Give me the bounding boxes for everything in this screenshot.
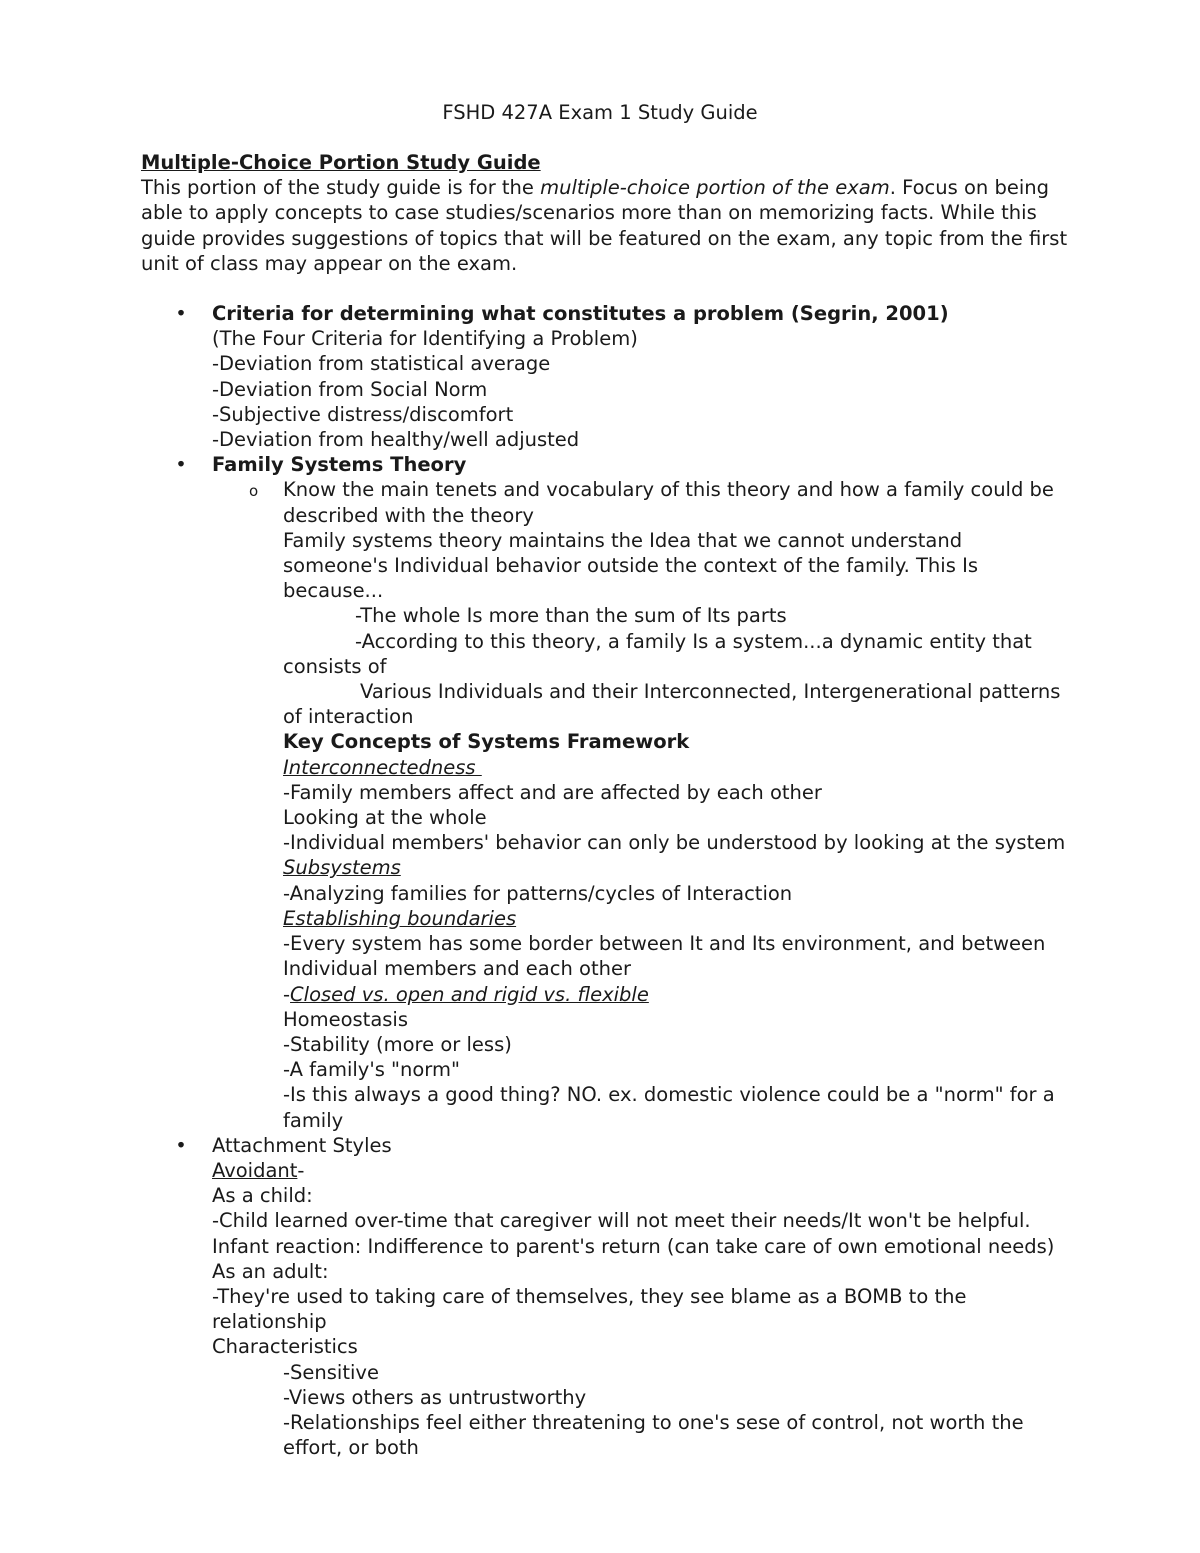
list-line — [212, 1158, 1071, 1183]
indented-text: -According to this theory, a family Is a system...a dynamic entity that consists of — [283, 629, 1032, 678]
list-line: As a child: — [212, 1184, 313, 1208]
term-avoidant: Avoidant — [212, 1158, 298, 1182]
sub-item — [212, 477, 1071, 1132]
list-line: Characteristics — [212, 1335, 358, 1359]
section-heading: Multiple-Choice Portion Study Guide — [141, 151, 541, 174]
intro-text-b: . Focus on being able to apply concepts to case studies/scenarios more than on memorizing facts. While this guide provides suggestions of topics that will be featured on the exam, any topic from the first unit of class may appear on the exam. — [141, 176, 1068, 275]
key-concepts-heading: Key Concepts of Systems Framework — [283, 730, 690, 754]
circle-bullet-icon: o — [249, 482, 259, 501]
document-body — [141, 150, 1071, 1460]
bullet-list — [141, 301, 1071, 1460]
sub-item-text: Know the main tenets and vocabulary of this theory and how a family could be described with the theory — [283, 478, 1054, 527]
list-line: -Views others as untrustworthy — [283, 1385, 587, 1409]
list-line: -A family's "norm" — [283, 1058, 460, 1082]
indented-text: Various Individuals and their Interconnected, Intergenerational patterns of interaction — [283, 680, 1061, 729]
list-line: -Deviation from healthy/well adjusted — [212, 428, 580, 452]
list-line: -Individual members' behavior can only be understood by looking at the system — [283, 831, 1066, 855]
list-line: Looking at the whole — [283, 806, 487, 830]
list-line: (The Four Criteria for Identifying a Problem) — [212, 327, 638, 351]
paragraph — [283, 629, 1071, 679]
intro-text-a: This portion of the study guide is for the — [141, 176, 541, 200]
term-interconnectedness: Interconnectedness — [283, 755, 482, 779]
list-line: -Child learned over-time that caregiver will not meet their needs/It won't be helpful. — [212, 1209, 1031, 1233]
intro-paragraph — [141, 175, 1071, 276]
bullet-icon: • — [175, 302, 187, 326]
term-closed-open: Closed vs. open and rigid vs. flexible — [290, 982, 649, 1006]
term-subsystems: Subsystems — [283, 856, 401, 880]
dash: - — [283, 982, 291, 1006]
list-line: -Analyzing families for patterns/cycles of Interaction — [283, 881, 793, 905]
term-boundaries: Establishing boundaries — [283, 906, 517, 930]
list-line: As an adult: — [212, 1259, 329, 1283]
list-line: -Relationships feel either threatening to one's sese of control, not worth the effort, or both — [283, 1410, 1024, 1460]
list-line: -Deviation from statistical average — [212, 352, 551, 376]
indented-line: -The whole Is more than the sum of Its parts — [355, 604, 787, 628]
bullet-heading: Attachment Styles — [212, 1133, 392, 1157]
intro-text-italic: multiple-choice portion of the exam — [540, 176, 890, 200]
list-item-family-systems — [141, 452, 1071, 1132]
list-line: -Stability (more or less) — [283, 1032, 512, 1056]
bullet-icon: • — [175, 1133, 187, 1157]
term-homeostasis: Homeostasis — [283, 1007, 409, 1031]
document-title: FSHD 427A Exam 1 Study Guide — [442, 101, 758, 124]
bullet-heading: Family Systems Theory — [212, 453, 467, 477]
bullet-heading: Criteria for determining what constitutes a problem (Segrin, 2001) — [212, 302, 949, 326]
bullet-icon: • — [175, 453, 187, 477]
list-line: -Subjective distress/discomfort — [212, 402, 514, 426]
list-line: -Deviation from Social Norm — [212, 377, 488, 401]
list-line: -They're used to taking care of themselves, they see blame as a BOMB to the relationship — [212, 1284, 967, 1334]
list-line: -Sensitive — [283, 1360, 379, 1384]
list-line: -Family members affect and are affected by each other — [283, 780, 822, 804]
paragraph: Family systems theory maintains the Idea that we cannot understand someone's Individual behavior outside the context of the family. This Is because... — [283, 528, 978, 603]
list-item-attachment — [141, 1133, 1071, 1461]
list-line: -Every system has some border between It and Its environment, and between Individual members and each other — [283, 932, 1046, 981]
characteristics-list — [212, 1360, 1071, 1461]
list-item-criteria — [141, 301, 1071, 452]
dash: - — [297, 1158, 305, 1182]
list-line: Infant reaction: Indifference to parent's return (can take care of own emotional needs) — [212, 1234, 1055, 1258]
list-line — [283, 982, 1071, 1007]
list-line: -Is this always a good thing? NO. ex. domestic violence could be a "norm" for a family — [283, 1083, 1055, 1132]
paragraph — [283, 679, 1071, 729]
